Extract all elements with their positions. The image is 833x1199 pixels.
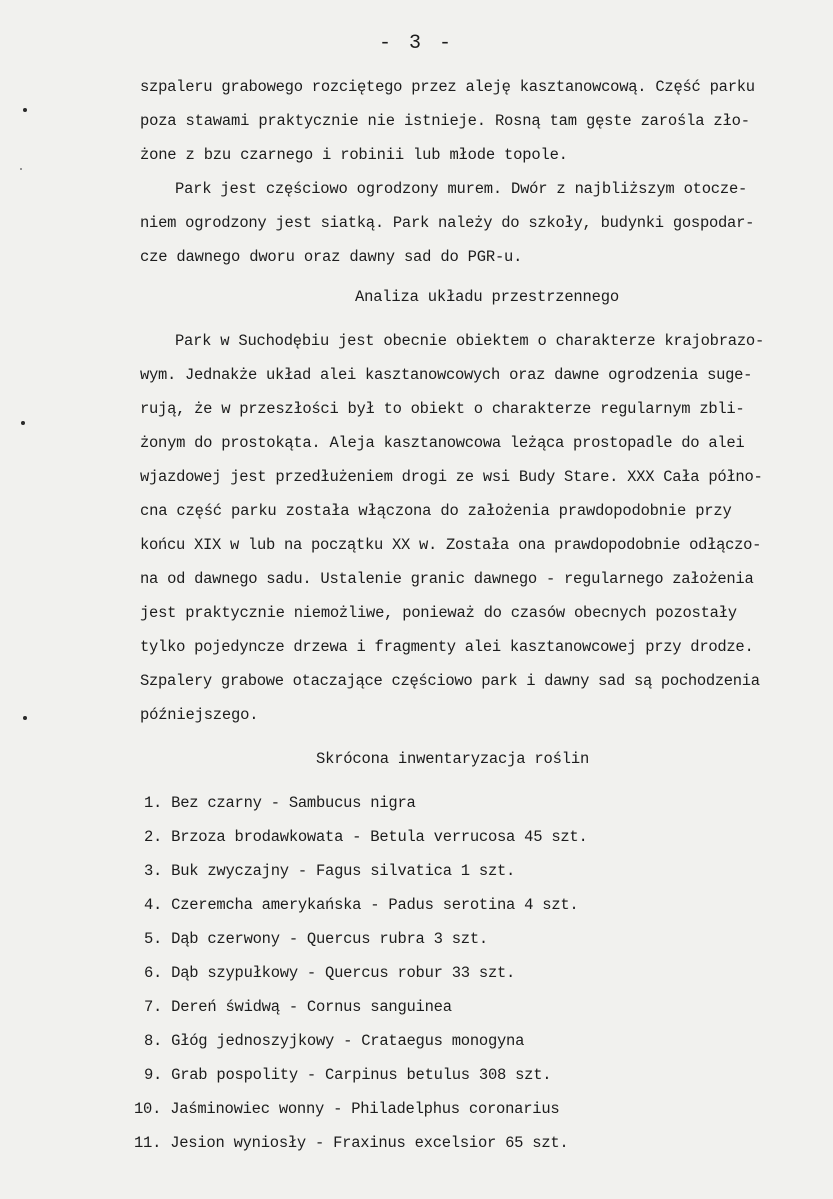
margin-speck — [20, 168, 22, 170]
list-item: 8. Głóg jednoszyjkowy - Crataegus monogyna — [144, 1032, 525, 1050]
text-line: żonym do prostokąta. Aleja kasztanowcowa leżąca prostopadle do alei — [140, 434, 745, 452]
list-item: 1. Bez czarny - Sambucus nigra — [144, 794, 416, 812]
page-number: - 3 - — [378, 32, 454, 55]
text-line: cze dawnego dworu oraz dawny sad do PGR-u. — [140, 248, 523, 266]
margin-dot — [23, 108, 27, 112]
text-line: wjazdowej jest przedłużeniem drogi ze wsi Budy Stare. XXX Cała półno- — [140, 468, 763, 486]
list-item: 5. Dąb czerwony - Quercus rubra 3 szt. — [144, 930, 488, 948]
text-line: żone z bzu czarnego i robinii lub młode topole. — [140, 146, 568, 164]
text-line: końcu XIX w lub na początku XX w. Została ona prawdopodobnie odłączo- — [140, 536, 762, 554]
text-line: wym. Jednakże układ alei kasztanowcowych oraz dawne ogrodzenia suge- — [140, 366, 753, 384]
margin-dot — [21, 421, 25, 425]
text-line: Szpalery grabowe otaczające częściowo park i dawny sad są pochodzenia — [140, 672, 760, 690]
text-line: rują, że w przeszłości był to obiekt o charakterze regularnym zbli- — [140, 400, 745, 418]
text-line: szpaleru grabowego rozciętego przez aleję kasztanowcową. Część parku — [140, 78, 755, 96]
text-line: na od dawnego sadu. Ustalenie granic dawnego - regularnego założenia — [140, 570, 754, 588]
list-item: 6. Dąb szypułkowy - Quercus robur 33 szt. — [144, 964, 516, 982]
text-line: tylko pojedyncze drzewa i fragmenty alei kasztanowcowej przy drodze. — [140, 638, 754, 656]
list-item: 11. Jesion wyniosły - Fraxinus excelsior 65 szt. — [134, 1134, 569, 1152]
list-item: 10. Jaśminowiec wonny - Philadelphus coronarius — [134, 1100, 560, 1118]
text-line: Park jest częściowo ogrodzony murem. Dwór z najbliższym otocze- — [175, 180, 748, 198]
list-item: 2. Brzoza brodawkowata - Betula verrucosa 45 szt. — [144, 828, 588, 846]
list-item: 3. Buk zwyczajny - Fagus silvatica 1 szt. — [144, 862, 516, 880]
text-line: poza stawami praktycznie nie istnieje. Rosną tam gęste zarośla zło- — [140, 112, 750, 130]
text-line: niem ogrodzony jest siatką. Park należy do szkoły, budynki gospodar- — [140, 214, 755, 232]
text-line: cna część parku została włączona do założenia prawdopodobnie przy — [140, 502, 732, 520]
section-heading: Skrócona inwentaryzacja roślin — [316, 750, 590, 768]
text-line: późniejszego. — [140, 706, 259, 724]
text-line: Park w Suchodębiu jest obecnie obiektem o charakterze krajobrazo- — [175, 332, 764, 350]
section-heading: Analiza układu przestrzennego — [355, 288, 619, 306]
margin-dot — [23, 716, 27, 720]
list-item: 4. Czeremcha amerykańska - Padus serotina 4 szt. — [144, 896, 579, 914]
text-line: jest praktycznie niemożliwe, ponieważ do czasów obecnych pozostały — [140, 604, 737, 622]
list-item: 9. Grab pospolity - Carpinus betulus 308 szt. — [144, 1066, 552, 1084]
list-item: 7. Dereń świdwą - Cornus sanguinea — [144, 998, 452, 1016]
